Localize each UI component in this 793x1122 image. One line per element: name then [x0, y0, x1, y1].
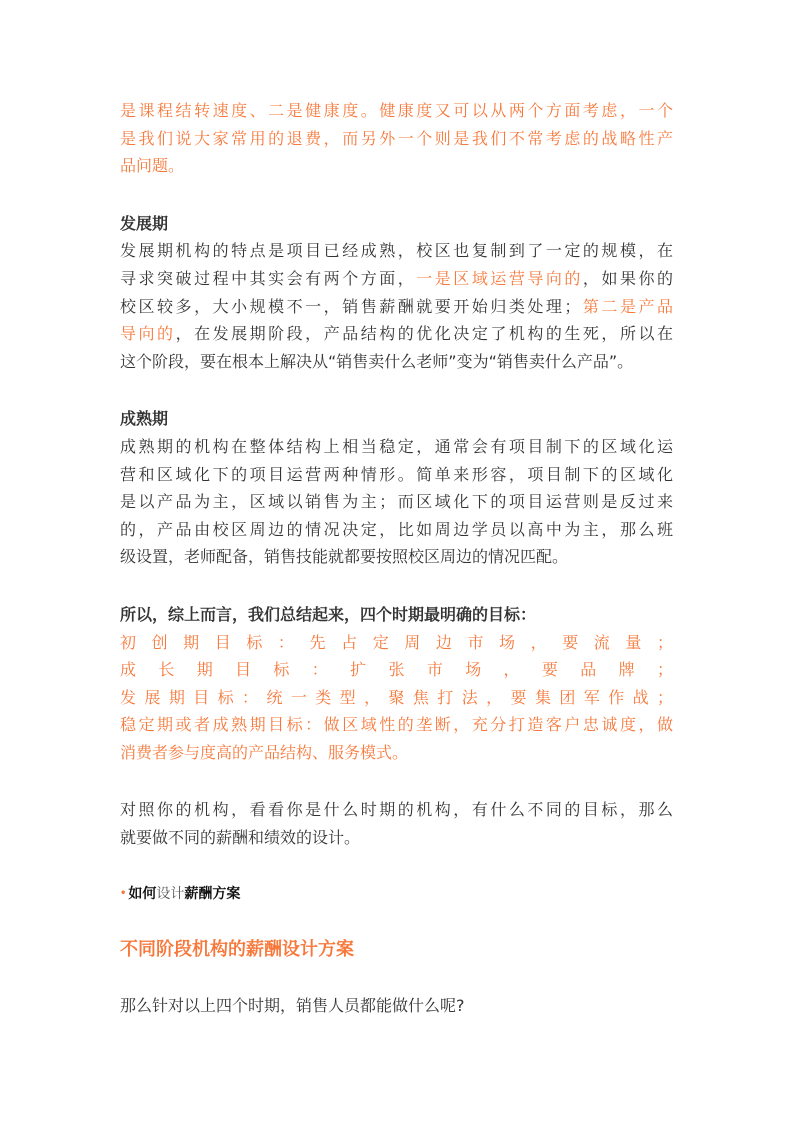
- body-text: 寻求突破过程中其实会有两个方面，: [120, 268, 417, 288]
- text-line: [120, 824, 673, 852]
- paragraph: [120, 796, 673, 851]
- text-line: [120, 684, 673, 712]
- body-text: 发展期机构的特点是项目已经成熟，校区也复制到了一定的规模，在: [120, 241, 673, 261]
- article-body: [120, 97, 673, 1019]
- text-line: [120, 739, 673, 767]
- paragraphs: [120, 97, 673, 852]
- text-line: [120, 656, 673, 684]
- text-line: [120, 488, 673, 516]
- section-title: 不同阶段机构的薪酬设计方案: [120, 938, 354, 960]
- highlighted-text: 发展期目标：统一类型，聚焦打法，要集团军作战；: [120, 687, 673, 707]
- body-text: 对照你的机构，看看你是什么时期的机构，有什么不同的目标，那么: [120, 800, 673, 820]
- body-text: 成熟期的机构在整体结构上相当稳定，通常会有项目制下的区域化运: [120, 436, 673, 456]
- text-line: [120, 629, 673, 657]
- highlighted-text: 品问题。: [120, 156, 185, 176]
- body-text: 就要做不同的薪酬和绩效的设计。: [120, 828, 361, 848]
- body-text: 校区较多，大小规模不一，销售薪酬就要开始归类处理；: [120, 296, 581, 316]
- highlighted-text: 是课程结转速度、二是健康度。健康度又可以从两个方面考虑，一个: [120, 101, 673, 120]
- paragraph-heading: 所以，综上而言，我们总结起来，四个时期最明确的目标：: [120, 604, 537, 624]
- text-line: [120, 152, 673, 180]
- subsection-label-part3: 薪酬方案: [184, 885, 241, 902]
- highlighted-text: 稳定期或者成熟期目标：做区域性的垄断，充分打造客户忠诚度，做: [120, 715, 673, 735]
- text-line: [120, 433, 673, 461]
- subsection-label-part2: 设计: [156, 885, 185, 902]
- highlighted-text: 第二是产品: [580, 296, 673, 316]
- paragraph-heading: 发展期: [120, 213, 169, 233]
- highlighted-text: 是我们说大家常用的退费，而另外一个则是我们不常考虑的战略性产: [120, 128, 673, 148]
- highlighted-text: 消费者参与度高的产品结构、服务模式。: [120, 742, 409, 762]
- text-line: [120, 348, 673, 376]
- body-text: 是以产品为主，区域以销售为主；而区域化下的项目运营则是反过来: [120, 492, 673, 512]
- subsection-label: [120, 882, 673, 906]
- subsection-label-part1: 如何: [128, 885, 157, 902]
- text-line: [120, 543, 673, 571]
- body-text: ，在发展期阶段，产品结构的优化决定了机构的生死，所以在: [175, 324, 673, 344]
- body-text: 这个阶段，要在根本上解决从“销售卖什么老师”变为“销售卖什么产品”。: [120, 351, 634, 371]
- text-line: [120, 796, 673, 824]
- text-line: [120, 125, 673, 153]
- body-text: 级设置，老师配备，销售技能就都要按照校区周边的情况匹配。: [120, 547, 569, 567]
- highlighted-text: 导向的: [120, 324, 176, 344]
- text-line: [120, 516, 673, 544]
- section-paragraph: [120, 601, 673, 767]
- highlighted-text: 成长期目标：扩张市场，要品牌；: [120, 660, 673, 680]
- section-paragraph: [120, 210, 673, 376]
- text-line: [120, 265, 673, 293]
- highlighted-text: 初创期目标：先占定周边市场，要流量；: [120, 632, 673, 652]
- body-text: 营和区域化下的项目运营两种情形。简单来形容，项目制下的区域化: [120, 464, 673, 484]
- bullet-dot-icon: •: [120, 887, 127, 899]
- text-line: [120, 293, 673, 321]
- paragraph-heading: 成熟期: [120, 409, 169, 429]
- body-text: ，如果你的: [582, 268, 673, 288]
- section-paragraph: [120, 405, 673, 571]
- text-line: [120, 461, 673, 489]
- closing-question: 那么针对以上四个时期，销售人员都能做什么呢?: [120, 995, 465, 1015]
- highlighted-text: 一是区域运营导向的: [416, 268, 583, 288]
- paragraph: [120, 97, 673, 180]
- text-line: [120, 711, 673, 739]
- text-line: [120, 97, 673, 125]
- body-text: 的，产品由校区周边的情况决定，比如周边学员以高中为主，那么班: [120, 519, 673, 539]
- text-line: [120, 237, 673, 265]
- text-line: [120, 320, 673, 348]
